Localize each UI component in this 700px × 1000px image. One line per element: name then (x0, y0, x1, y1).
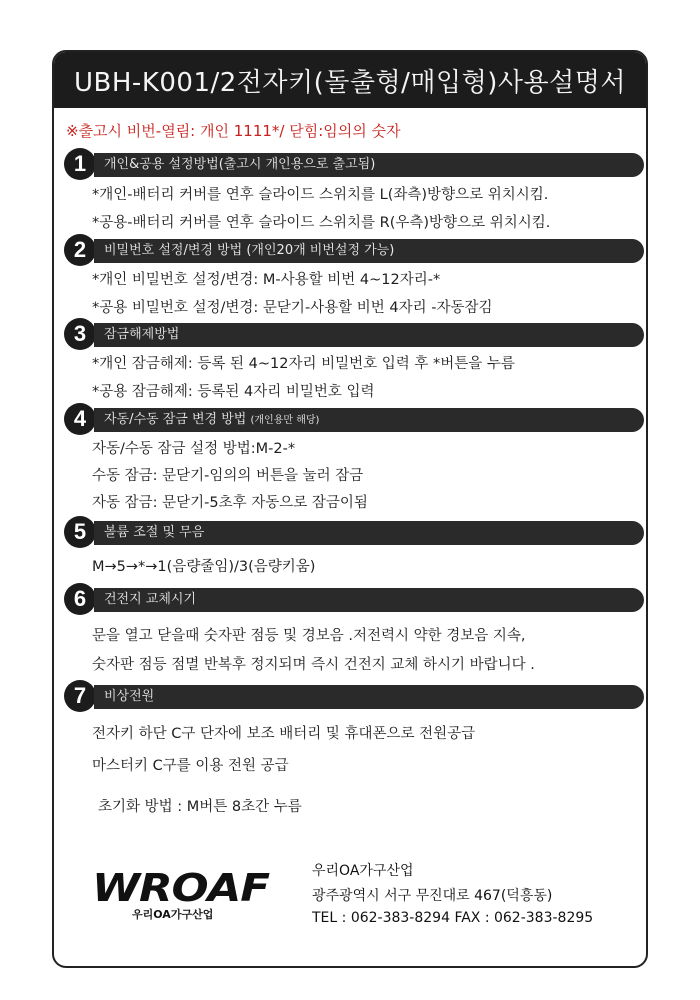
reset-instruction: 초기화 방법 : M버튼 8초간 누름 (98, 799, 302, 815)
section-5-line-1: M→5→*→1(음량줄임)/3(음량키움) (92, 559, 316, 575)
section-5-number: 5 (64, 516, 96, 548)
section-4-header (64, 405, 644, 433)
instruction-card (52, 50, 648, 968)
section-7-heading: 비상전원 (94, 685, 644, 709)
section-2-line-1: *개인 비밀번호 설정/변경: M-사용할 비번 4~12자리-* (92, 272, 441, 288)
section-7-header (64, 682, 644, 710)
company-logo (92, 866, 282, 921)
section-3-header (64, 320, 644, 348)
section-6-number: 6 (64, 583, 96, 615)
section-3-heading: 잠금해제방법 (94, 323, 644, 347)
section-1-header (64, 150, 644, 178)
page-title: UBH-K001/2전자키(돌출형/매입형)사용설명서 (74, 67, 626, 98)
section-2-line-2: *공용 비밀번호 설정/변경: 문닫기-사용할 비번 4자리 -자동잠김 (92, 300, 493, 316)
section-6-heading: 건전지 교체시기 (94, 588, 644, 612)
company-contact: TEL : 062-383-8294 FAX : 062-383-8295 (312, 910, 594, 926)
logo-wordmark: WROAF (92, 866, 269, 910)
section-1-number: 1 (64, 148, 96, 180)
section-4-heading-text: 자동/수동 잠금 변경 방법 (104, 412, 247, 427)
section-1-line-2: *공용-배터리 커버를 연후 슬라이드 스위치를 R(우측)방향으로 위치시킴. (92, 215, 551, 231)
title-bar (54, 52, 646, 108)
section-3-line-1: *개인 잠금해제: 등록 된 4~12자리 비밀번호 입력 후 *버튼을 누름 (92, 356, 515, 372)
logo-subtitle: 우리OA가구산업 (132, 908, 214, 921)
section-4-heading (94, 408, 644, 432)
section-4-line-3: 자동 잠금: 문닫기-5초후 자동으로 잠금이됨 (92, 495, 368, 511)
section-3-number: 3 (64, 318, 96, 350)
section-5-header (64, 518, 644, 546)
section-7-number: 7 (64, 680, 96, 712)
section-1-heading: 개인&공용 설정방법(출고시 개인용으로 출고됨) (94, 153, 644, 177)
section-4-number: 4 (64, 403, 96, 435)
company-address: 광주광역시 서구 무진대로 467(덕흥동) (312, 888, 553, 904)
section-1-line-1: *개인-배터리 커버를 연후 슬라이드 스위치를 L(좌측)방향으로 위치시킴. (92, 187, 549, 203)
section-5-heading: 볼륨 조절 및 무음 (94, 521, 644, 545)
section-7-line-1: 전자키 하단 C구 단자에 보조 배터리 및 휴대폰으로 전원공급 (92, 726, 476, 742)
section-7-line-2: 마스터키 C구를 이용 전원 공급 (92, 758, 289, 774)
section-2-heading: 비밀번호 설정/변경 방법 (개인20개 비번설정 가능) (94, 239, 644, 263)
section-2-header (64, 236, 644, 264)
section-4-heading-note: (개인용만 해당) (250, 415, 320, 426)
section-6-line-1: 문을 열고 닫을때 숫자판 점등 및 경보음 .저전력시 약한 경보음 지속, (92, 628, 526, 644)
section-4-line-2: 수동 잠금: 문닫기-임의의 버튼을 눌러 잠금 (92, 468, 364, 484)
section-6-header (64, 585, 644, 613)
factory-default-notice: ※출고시 비번-열림: 개인 1111*/ 닫힘:임의의 숫자 (66, 122, 401, 140)
section-2-number: 2 (64, 234, 96, 266)
company-name: 우리OA가구산업 (312, 863, 414, 879)
section-6-line-2: 숫자판 점등 점멸 반복후 정지되며 즉시 건전지 교체 하시기 바랍니다 . (92, 657, 535, 673)
section-4-line-1: 자동/수동 잠금 설정 방법:M-2-* (92, 441, 296, 457)
section-3-line-2: *공용 잠금해제: 등록된 4자리 비밀번호 입력 (92, 384, 375, 400)
